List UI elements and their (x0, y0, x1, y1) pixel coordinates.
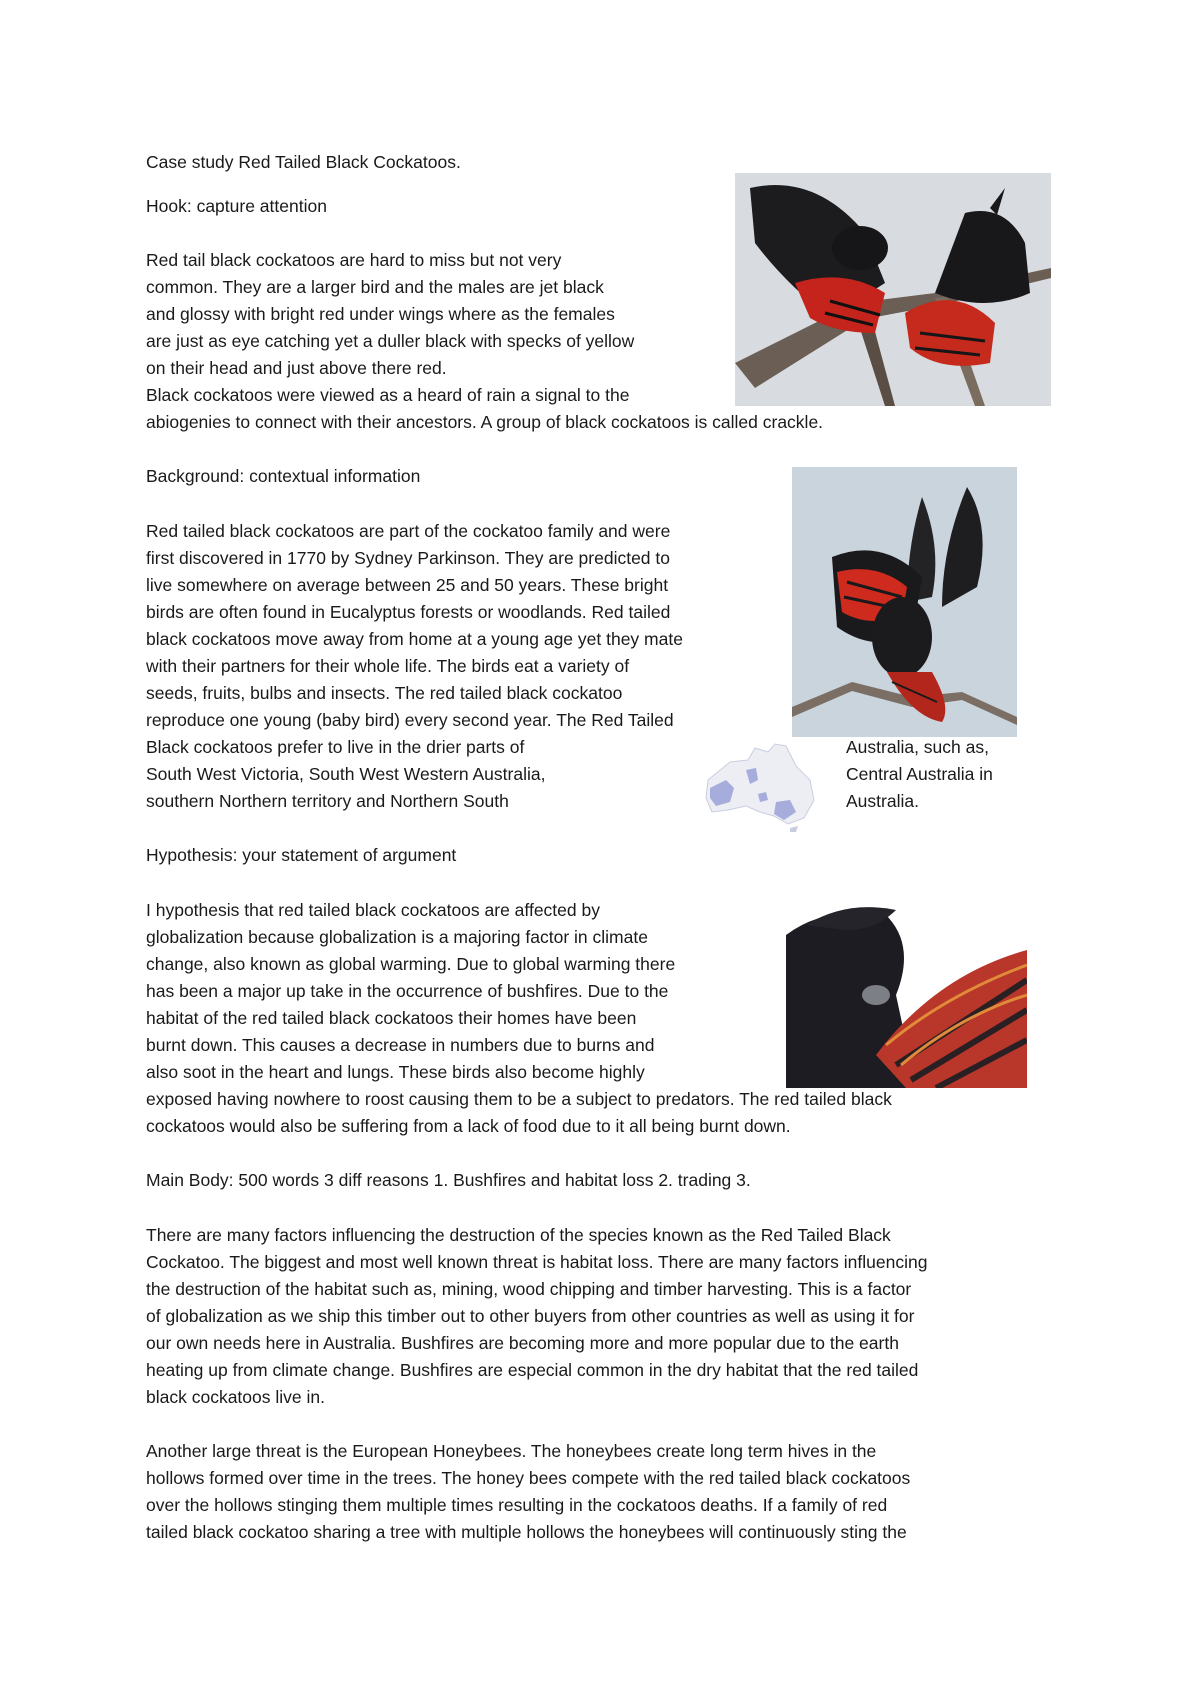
main-body-line: There are many factors influencing the destruction of the species known as the Red Tailed Black (146, 1225, 891, 1245)
hypothesis-line: habitat of the red tailed black cockatoos their homes have been (146, 1008, 637, 1028)
main-body-line: Another large threat is the European Honeybees. The honeybees create long term hives in the (146, 1441, 877, 1461)
background-heading: Background: contextual information (146, 466, 421, 486)
australia-map-graphic (700, 740, 822, 832)
hypothesis-line: globalization because globalization is a majoring factor in climate (146, 927, 648, 947)
background-line: seeds, fruits, bulbs and insects. The red tailed black cockatoo (146, 683, 623, 703)
hypothesis-line: change, also known as global warming. Due to global warming there (146, 954, 676, 974)
background-line: reproduce one young (baby bird) every second year. The Red Tailed (146, 710, 674, 730)
background-line: with their partners for their whole life. The birds eat a variety of (146, 656, 630, 676)
hypothesis-line: exposed having nowhere to roost causing them to be a subject to predators. The red tailed black (146, 1089, 892, 1109)
main-body-line: heating up from climate change. Bushfires are especial common in the dry habitat that the red tailed (146, 1360, 919, 1380)
hypothesis-line: burnt down. This causes a decrease in numbers due to burns and (146, 1035, 655, 1055)
hypothesis-line: cockatoos would also be suffering from a lack of food due to it all being burnt down. (146, 1116, 791, 1136)
background-line: first discovered in 1770 by Sydney Parkinson. They are predicted to (146, 548, 670, 568)
background-line: black cockatoos move away from home at a young age yet they mate (146, 629, 683, 649)
hook-line: are just as eye catching yet a duller black with specks of yellow (146, 331, 635, 351)
cockatoo-pair-photo (735, 173, 1051, 406)
cockatoo-wings-spread-photo (792, 467, 1017, 737)
cockatoo-tail-photo (786, 905, 1027, 1088)
hook-heading: Hook: capture attention (146, 196, 327, 216)
hook-line: Red tail black cockatoos are hard to miss but not very (146, 250, 562, 270)
main-body-heading: Main Body: 500 words 3 diff reasons 1. Bushfires and habitat loss 2. trading 3. (146, 1170, 751, 1190)
hook-line: Black cockatoos were viewed as a heard of rain a signal to the (146, 385, 630, 405)
background-split-left: South West Victoria, South West Western Australia, (146, 764, 546, 784)
background-line: live somewhere on average between 25 and 50 years. These bright (146, 575, 669, 595)
main-body-line: tailed black cockatoo sharing a tree with multiple hollows the honeybees will continuously sting the (146, 1522, 907, 1542)
background-split-left: southern Northern territory and Northern South (146, 791, 509, 811)
main-body-line: hollows formed over time in the trees. The honey bees compete with the red tailed black cockatoos (146, 1468, 911, 1488)
background-line: Red tailed black cockatoos are part of the cockatoo family and were (146, 521, 671, 541)
background-line: birds are often found in Eucalyptus forests or woodlands. Red tailed (146, 602, 671, 622)
main-body-line: Cockatoo. The biggest and most well known threat is habitat loss. There are many factors influencing (146, 1252, 928, 1272)
main-body-line: black cockatoos live in. (146, 1387, 325, 1407)
hypothesis-heading: Hypothesis: your statement of argument (146, 845, 457, 865)
hypothesis-line: I hypothesis that red tailed black cockatoos are affected by (146, 900, 600, 920)
hook-line: and glossy with bright red under wings where as the females (146, 304, 615, 324)
hook-line: common. They are a larger bird and the males are jet black (146, 277, 604, 297)
main-body-line: the destruction of the habitat such as, mining, wood chipping and timber harvesting. This is a factor (146, 1279, 912, 1299)
background-split-right: Central Australia in (846, 764, 993, 784)
main-body-line: our own needs here in Australia. Bushfires are becoming more and more popular due to the earth (146, 1333, 899, 1353)
hook-line: abiogenies to connect with their ancestors. A group of black cockatoos is called crackle. (146, 412, 824, 432)
background-split-right: Australia, such as, (846, 737, 989, 757)
background-split-left: Black cockatoos prefer to live in the drier parts of (146, 737, 525, 757)
hypothesis-line: has been a major up take in the occurrence of bushfires. Due to the (146, 981, 669, 1001)
background-split-right: Australia. (846, 791, 919, 811)
hypothesis-line: also soot in the heart and lungs. These birds also become highly (146, 1062, 645, 1082)
main-body-line: over the hollows stinging them multiple times resulting in the cockatoos deaths. If a family of red (146, 1495, 888, 1515)
document-title: Case study Red Tailed Black Cockatoos. (146, 152, 461, 172)
main-body-line: of globalization as we ship this timber out to other buyers from other countries as well as using it for (146, 1306, 915, 1326)
hook-line: on their head and just above there red. (146, 358, 447, 378)
